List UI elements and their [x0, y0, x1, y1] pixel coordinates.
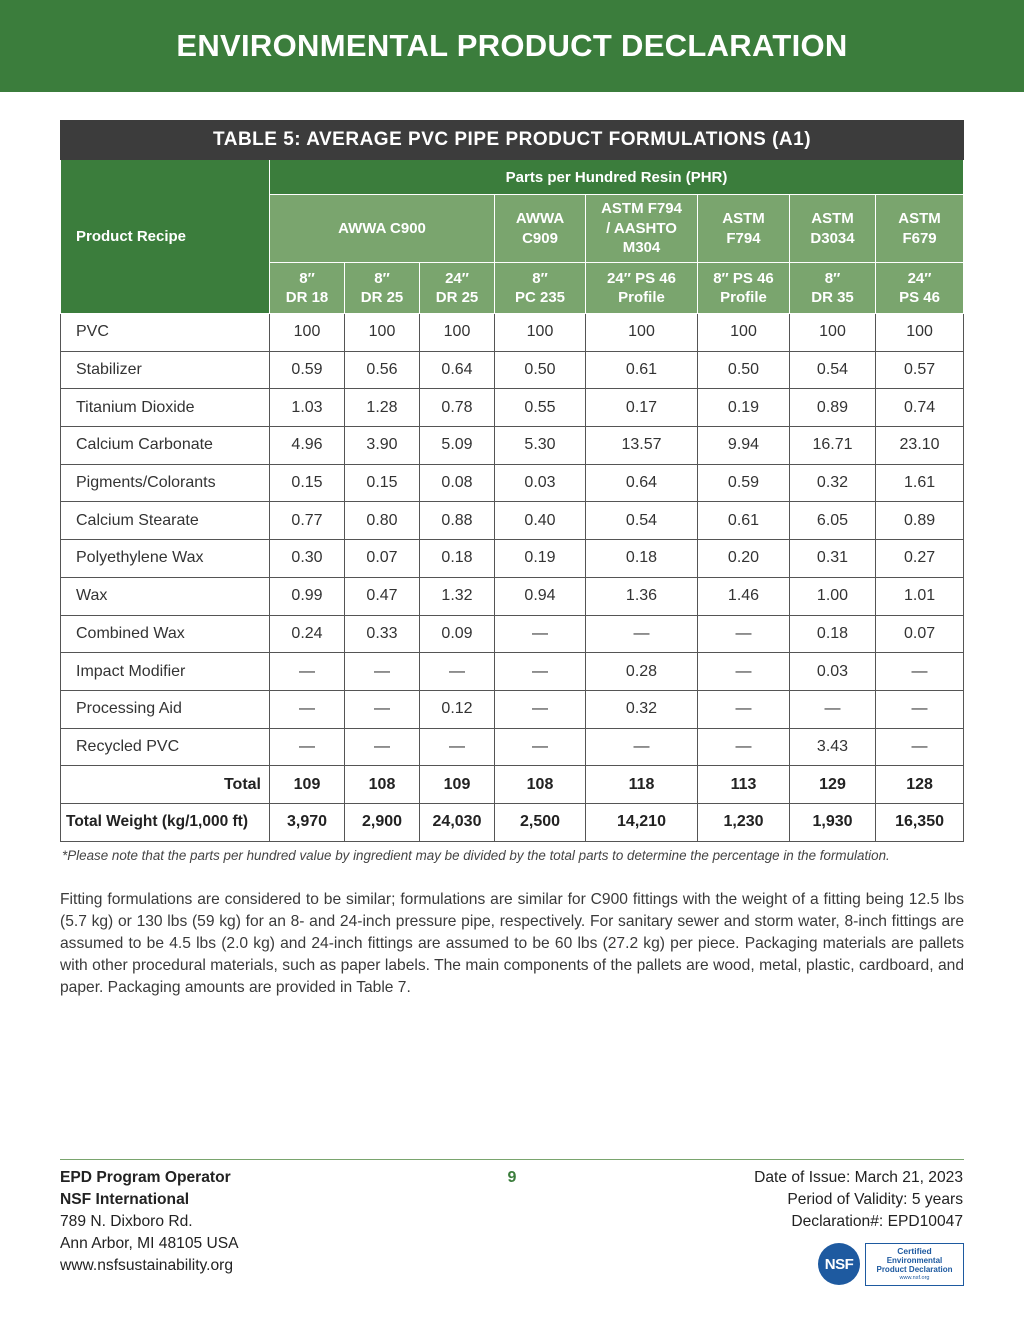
table-cell: 0.55	[495, 389, 586, 427]
table-cell: 16,350	[876, 803, 964, 841]
table-row	[61, 464, 964, 502]
table-cell: 0.47	[345, 577, 420, 615]
badge-certified-text: Certified	[897, 1246, 932, 1256]
table-body	[61, 314, 964, 842]
table-cell: 0.03	[495, 464, 586, 502]
table-cell: 0.19	[495, 540, 586, 578]
table-row	[61, 427, 964, 465]
table-cell: 118	[586, 766, 698, 804]
table-row	[61, 690, 964, 728]
table-cell: 0.03	[790, 653, 876, 691]
table-cell: 100	[790, 314, 876, 352]
table-cell: 0.50	[698, 351, 790, 389]
table-cell: —	[698, 653, 790, 691]
table-row	[61, 577, 964, 615]
table-cell: —	[495, 728, 586, 766]
table-cell: —	[586, 728, 698, 766]
row-label: Pigments/Colorants	[61, 464, 270, 502]
table-cell: 100	[420, 314, 495, 352]
row-label: Total	[61, 766, 270, 804]
row-label: Polyethylene Wax	[61, 540, 270, 578]
table-cell: 100	[495, 314, 586, 352]
table-cell: 0.17	[586, 389, 698, 427]
total-weight-row	[61, 803, 964, 841]
table-cell: 1.61	[876, 464, 964, 502]
table-cell: —	[495, 653, 586, 691]
table-cell: 0.61	[586, 351, 698, 389]
table-cell: 0.89	[876, 502, 964, 540]
table-cell: 24,030	[420, 803, 495, 841]
size-header-cell: 8″ DR 25	[345, 263, 420, 314]
table-row	[61, 728, 964, 766]
table-cell: 0.15	[270, 464, 345, 502]
phr-header: Parts per Hundred Resin (PHR)	[270, 160, 964, 195]
date-of-issue: Date of Issue: March 21, 2023	[754, 1169, 963, 1186]
standard-header-awwa-c909: AWWA C909	[495, 195, 586, 263]
table-cell: 0.61	[698, 502, 790, 540]
table-cell: 0.18	[790, 615, 876, 653]
table-cell: 16.71	[790, 427, 876, 465]
table-cell: —	[420, 653, 495, 691]
table-cell: —	[698, 728, 790, 766]
table-row	[61, 351, 964, 389]
table-cell: 1.01	[876, 577, 964, 615]
footer-declaration-block	[754, 1167, 963, 1233]
table-cell: —	[698, 690, 790, 728]
table-cell: 0.07	[345, 540, 420, 578]
footer-website-link[interactable]: www.nsfsustainability.org	[60, 1257, 234, 1274]
table-cell: —	[698, 615, 790, 653]
table-cell: —	[345, 728, 420, 766]
body-paragraph: Fitting formulations are considered to be similar; formulations are similar for C900 fittings with the weight of a fitting being 12.5 lbs (5.7 kg) or 130 lbs (59 kg) for an 8- and 24-inch pressure pipe, respectively. For sanitary sewer and storm water, 8-inch fittings are assumed to be 4.5 lbs (2.0 kg) and 24-inch fittings are assumed to be 60 lbs (27.2 kg) per piece. Packaging materials are pallets with other procedural materials, such as paper labels. The main components of the pallets are wood, metal, plastic, cardboard, and paper. Packaging amounts are provided in Table 7.	[60, 891, 964, 996]
table-cell: 0.28	[586, 653, 698, 691]
table-cell: 5.30	[495, 427, 586, 465]
table-cell: —	[270, 728, 345, 766]
table-cell: 9.94	[698, 427, 790, 465]
table-cell: 1,930	[790, 803, 876, 841]
page-title: ENVIRONMENTAL PRODUCT DECLARATION	[176, 28, 848, 63]
table-cell: 0.40	[495, 502, 586, 540]
table-cell: 0.32	[790, 464, 876, 502]
table-cell: —	[790, 690, 876, 728]
table-cell: —	[876, 728, 964, 766]
total-row	[61, 766, 964, 804]
table-cell: 1.00	[790, 577, 876, 615]
row-label: Stabilizer	[61, 351, 270, 389]
table-cell: 0.24	[270, 615, 345, 653]
footer-address-line1: 789 N. Dixboro Rd.	[60, 1213, 193, 1230]
row-label: Wax	[61, 577, 270, 615]
table-cell: 0.07	[876, 615, 964, 653]
declaration-number: Declaration#: EPD10047	[791, 1213, 963, 1230]
table-cell: 2,500	[495, 803, 586, 841]
table-cell: 0.15	[345, 464, 420, 502]
table-cell: 0.19	[698, 389, 790, 427]
table-cell: 0.20	[698, 540, 790, 578]
size-header-cell: 24″ PS 46	[876, 263, 964, 314]
table-cell: 1.46	[698, 577, 790, 615]
table-cell: 5.09	[420, 427, 495, 465]
period-of-validity: Period of Validity: 5 years	[787, 1191, 963, 1208]
table-cell: 100	[876, 314, 964, 352]
table-cell: —	[876, 653, 964, 691]
row-label: Total Weight (kg/1,000 ft)	[61, 803, 270, 841]
standard-header-astm-f794-aashto: ASTM F794 / AASHTO M304	[586, 195, 698, 263]
size-header-cell: 8″ PS 46 Profile	[698, 263, 790, 314]
page-number: 9	[507, 1169, 517, 1186]
table-cell: 0.56	[345, 351, 420, 389]
table-cell: 13.57	[586, 427, 698, 465]
table-cell: 0.18	[420, 540, 495, 578]
table-cell: 0.31	[790, 540, 876, 578]
table-row	[61, 314, 964, 352]
standard-header-awwa-c900: AWWA C900	[270, 195, 495, 263]
table-cell: 0.18	[586, 540, 698, 578]
table-cell: 0.94	[495, 577, 586, 615]
size-header-cell: 8″ DR 18	[270, 263, 345, 314]
table-cell: 0.74	[876, 389, 964, 427]
table-cell: 113	[698, 766, 790, 804]
table-cell: 0.78	[420, 389, 495, 427]
table-cell: 0.64	[586, 464, 698, 502]
standard-header-astm-d3034: ASTM D3034	[790, 195, 876, 263]
table-cell: 0.32	[586, 690, 698, 728]
badge-url-text: www.nsf.org	[899, 1275, 930, 1281]
table-row	[61, 653, 964, 691]
table-cell: —	[420, 728, 495, 766]
row-label: PVC	[61, 314, 270, 352]
footer-address-line2: Ann Arbor, MI 48105 USA	[60, 1235, 239, 1252]
product-recipe-header: Product Recipe	[61, 160, 270, 314]
footer-operator-title: EPD Program Operator	[60, 1169, 231, 1186]
table-cell: 1.32	[420, 577, 495, 615]
page-header-banner	[0, 0, 1024, 92]
table-cell: —	[495, 615, 586, 653]
table-cell: 0.99	[270, 577, 345, 615]
table-cell: 0.08	[420, 464, 495, 502]
table-cell: 100	[270, 314, 345, 352]
standard-header-astm-f794: ASTM F794	[698, 195, 790, 263]
table-cell: 0.88	[420, 502, 495, 540]
table-cell: —	[345, 653, 420, 691]
row-label: Combined Wax	[61, 615, 270, 653]
table-cell: 3,970	[270, 803, 345, 841]
table-row	[61, 502, 964, 540]
table-cell: 0.89	[790, 389, 876, 427]
row-label: Titanium Dioxide	[61, 389, 270, 427]
table-cell: 0.50	[495, 351, 586, 389]
table-cell: 6.05	[790, 502, 876, 540]
table-cell: 100	[586, 314, 698, 352]
table-cell: —	[345, 690, 420, 728]
footer-operator-block	[60, 1167, 239, 1277]
size-header-cell: 24″ DR 25	[420, 263, 495, 314]
table-cell: 0.77	[270, 502, 345, 540]
table-footnote: *Please note that the parts per hundred value by ingredient may be divided by the total parts to determine the percentage in the formulation.	[62, 848, 890, 863]
table-cell: 2,900	[345, 803, 420, 841]
table-cell: 109	[270, 766, 345, 804]
table-cell: 129	[790, 766, 876, 804]
table-cell: 1.28	[345, 389, 420, 427]
table-caption: TABLE 5: AVERAGE PVC PIPE PRODUCT FORMULATIONS (A1)	[61, 121, 964, 160]
table-row	[61, 540, 964, 578]
table-cell: 109	[420, 766, 495, 804]
table-cell: 14,210	[586, 803, 698, 841]
table-cell: 0.30	[270, 540, 345, 578]
table-cell: 4.96	[270, 427, 345, 465]
row-label: Recycled PVC	[61, 728, 270, 766]
formulations-table	[60, 120, 964, 842]
row-label: Calcium Carbonate	[61, 427, 270, 465]
table-cell: 0.64	[420, 351, 495, 389]
table-cell: 1.36	[586, 577, 698, 615]
table-cell: 0.80	[345, 502, 420, 540]
table-cell: 0.54	[586, 502, 698, 540]
size-header-cell: 8″ PC 235	[495, 263, 586, 314]
table-row	[61, 389, 964, 427]
table-cell: 23.10	[876, 427, 964, 465]
certified-epd-badge	[865, 1243, 964, 1286]
size-header-cell: 8″ DR 35	[790, 263, 876, 314]
table-cell: 0.33	[345, 615, 420, 653]
row-label: Calcium Stearate	[61, 502, 270, 540]
size-header-cell: 24″ PS 46 Profile	[586, 263, 698, 314]
footer-divider	[60, 1159, 964, 1160]
table-cell: 0.59	[698, 464, 790, 502]
table-cell: 1,230	[698, 803, 790, 841]
formulations-table-container	[60, 120, 963, 842]
table-cell: 3.90	[345, 427, 420, 465]
table-cell: —	[876, 690, 964, 728]
table-cell: —	[495, 690, 586, 728]
table-cell: 108	[495, 766, 586, 804]
table-cell: 108	[345, 766, 420, 804]
table-cell: 0.54	[790, 351, 876, 389]
footer-org-name: NSF International	[60, 1191, 190, 1208]
table-cell: 128	[876, 766, 964, 804]
table-cell: 0.57	[876, 351, 964, 389]
table-row	[61, 615, 964, 653]
table-cell: 0.27	[876, 540, 964, 578]
table-cell: 100	[345, 314, 420, 352]
table-cell: —	[270, 653, 345, 691]
nsf-logo-icon: NSF	[818, 1243, 860, 1285]
row-label: Processing Aid	[61, 690, 270, 728]
table-cell: 1.03	[270, 389, 345, 427]
table-cell: 0.59	[270, 351, 345, 389]
table-cell: 0.09	[420, 615, 495, 653]
badge-epd-text: Environmental Product Declaration	[876, 1256, 953, 1274]
table-cell: 0.12	[420, 690, 495, 728]
table-cell: —	[270, 690, 345, 728]
standard-header-astm-f679: ASTM F679	[876, 195, 964, 263]
table-cell: 100	[698, 314, 790, 352]
table-cell: —	[586, 615, 698, 653]
table-cell: 3.43	[790, 728, 876, 766]
row-label: Impact Modifier	[61, 653, 270, 691]
